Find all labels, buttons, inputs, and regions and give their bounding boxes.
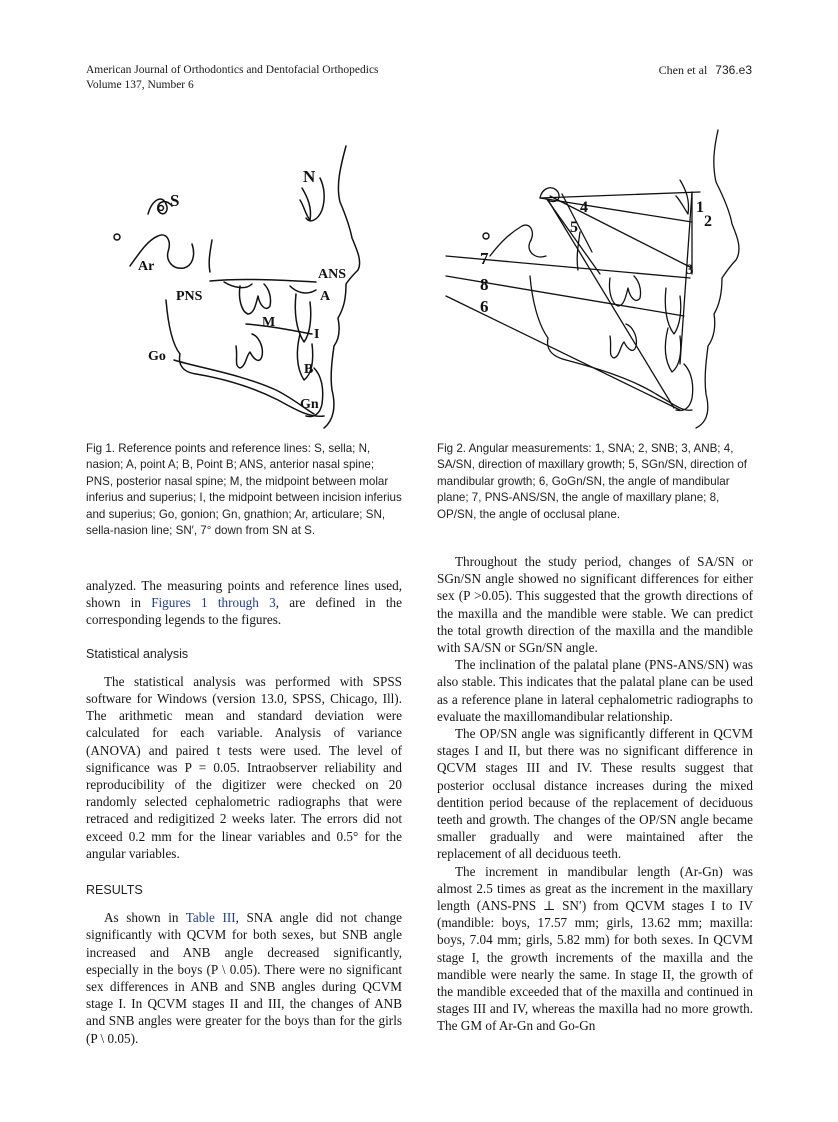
fig1-label-s: S bbox=[170, 191, 180, 210]
frontal-bone-contour bbox=[300, 188, 311, 220]
pterygoid-line bbox=[209, 240, 212, 272]
fig1-label-pns: PNS bbox=[176, 289, 203, 304]
chin-contour bbox=[676, 364, 693, 411]
page-number: 736.e3 bbox=[715, 63, 752, 77]
frontal-bone-contour bbox=[696, 130, 739, 428]
paragraph-growth-direction: Throughout the study period, changes of SA/SN or SGn/SN angle showed no significant differences for either sex (P >0.05). This suggested that the growth directions of the maxilla and the mandible were stable. We can predict the total growth direction of the maxilla and the mandible with SA/SN or SGn/SN angle. bbox=[437, 554, 753, 656]
left-column bbox=[86, 577, 402, 1047]
maxilla-contour bbox=[224, 282, 316, 293]
paragraph-analyzed bbox=[86, 577, 402, 629]
table-link[interactable]: Table III bbox=[185, 910, 236, 926]
fig1-label-go: Go bbox=[148, 349, 166, 364]
sella-point bbox=[159, 206, 164, 211]
fig1-label-m: M bbox=[262, 315, 276, 330]
lower-molar bbox=[610, 324, 636, 358]
paragraph-mandibular-length: The increment in mandibular length (Ar-Gn) was almost 2.5 times as great as the increment in the maxillary length (ANS-PNS ⊥ SN′) from QCVM stages I to IV (mandible: boys, 17.57 mm; girls, 13.62 mm; maxilla: boys, 7.04 mm; girls, 5.82 mm) for both sexes. In QCVM stage I, the growth increments of the maxilla and the mandible were nearly the same. In stage II, the growth of the mandible exceeded that of the maxilla and continued in stages III and IV, whereas the maxilla had no more growth. The GM of Ar-Gn and Go-Gn bbox=[437, 863, 753, 1034]
figure-2-caption: Fig 2. Angular measurements: 1, SNA; 2, SNB; 3, ANB; 4, SA/SN, direction of maxillary growth; 5, SGn/SN, direction of mandibular growth; 6, GoGn/SN, the angle of mandibular plane; 7, PNS-ANS/SN, the angle of maxillary plane; 8, OP/SN, the angle of occlusal plane. bbox=[437, 442, 747, 521]
fig1-label-ar: Ar bbox=[138, 259, 155, 274]
fig1-label-i: I bbox=[314, 327, 320, 342]
fig2-label-2: 2 bbox=[704, 213, 712, 230]
fig2-label-8: 8 bbox=[480, 275, 489, 294]
palatal-plane bbox=[210, 279, 316, 282]
porion-point bbox=[114, 234, 120, 240]
section-heading-results: RESULTS bbox=[86, 883, 143, 898]
text-run: , are defined in the corresponding legends to the figures. bbox=[86, 595, 402, 628]
running-header-right bbox=[659, 63, 752, 78]
section-heading-statistical-analysis: Statistical analysis bbox=[86, 646, 189, 661]
paragraph-statistics: The statistical analysis was performed with SPSS software for Windows (version 13.0, SPSS, Chicago, Ill). The arithmetic mean and standard deviation were calculated for each variable. Analysis of variance (ANOVA) and paired t tests were used. The level of significance was P = 0.05. Intraobserver reliability and reproducibility of the digitizer were checked on 20 randomly selected cephalometric radiographs that were retraced and redigitized 2 weeks later. The errors did not exceed 0.2 mm for the linear variables and 0.5° for the angular variables. bbox=[86, 673, 402, 861]
lower-incisor bbox=[665, 328, 680, 372]
author-label: Chen et al bbox=[658, 63, 708, 77]
journal-title: American Journal of Orthodontics and Dentofacial Orthopedics bbox=[86, 64, 379, 76]
figure-1 bbox=[100, 128, 400, 428]
figure-1-drawing bbox=[100, 128, 400, 428]
fig2-label-3: 3 bbox=[686, 262, 694, 278]
fig1-label-a: A bbox=[320, 289, 331, 304]
upper-incisor bbox=[295, 294, 310, 342]
fig1-label-gn: Gn bbox=[300, 397, 319, 412]
paragraph-results bbox=[86, 909, 402, 1047]
upper-molar bbox=[239, 284, 270, 314]
paragraph-palatal-plane: The inclination of the palatal plane (PNS-ANS/SN) was also stable. This indicates that the palatal plane can be used as a reference plane in lateral cephalometric radiographs to evaluate the maxillomandibular relationship. bbox=[437, 657, 753, 724]
upper-molar bbox=[609, 276, 640, 306]
text-run: As shown in bbox=[104, 910, 186, 926]
figure-1-caption: Fig 1. Reference points and reference lines: S, sella; N, nasion; A, point A; B, Point B; ANS, anterior nasal spine; PNS, posterior nasal spine; M, the midpoint between molar inferius and superius; I, the midpoint between incision inferius and superius; Go, gonion; Gn, gnathion; Ar, articulare; SN, sella-nasion line; SN′, 7° down from SN at S. bbox=[86, 442, 402, 538]
fig1-label-n: N bbox=[303, 167, 316, 186]
figure-2 bbox=[430, 128, 760, 428]
running-header-left bbox=[86, 63, 379, 93]
articulare-contour bbox=[490, 225, 546, 257]
paragraph-occlusal-plane: The OP/SN angle was significantly different in QCVM stages I and II, but there was no significant difference in QCVM stages III and IV. These results suggest that posterior occlusal distance increases during the mixed dentition period because of the replacement of deciduous teeth and growth. The changes of the OP/SN angle became smaller gradually and were maintained after the replacement of all deciduous teeth. bbox=[437, 726, 753, 862]
fig1-label-ans: ANS bbox=[318, 267, 347, 282]
figures-link[interactable]: Figures 1 through 3 bbox=[151, 595, 276, 611]
porion-point bbox=[483, 233, 489, 239]
text-run: , SNA angle did not change significantly with QCVM for both sexes, but SNB angle increased and ANB angle decreased significantly, especially in the boys (P \ 0.05). There were no significant sex differences in ANB and SNB angles during QCVM stage I. In QCVM stages II and III, the changes of ANB and SNB angles were greater for the boys than for the girls (P \ 0.05). bbox=[86, 910, 402, 1046]
journal-volume: Volume 137, Number 6 bbox=[86, 79, 194, 91]
fig2-label-6: 6 bbox=[480, 297, 489, 316]
occlusal-line bbox=[246, 324, 312, 334]
soft-tissue-profile bbox=[324, 146, 360, 428]
lower-molar bbox=[236, 334, 262, 368]
mandible-lower-border bbox=[174, 360, 314, 414]
sn-prime-line bbox=[540, 198, 692, 222]
upper-incisor bbox=[665, 288, 680, 334]
right-column bbox=[437, 553, 753, 1035]
fig2-label-5: 5 bbox=[570, 219, 578, 236]
text-run: analyzed. The measuring points and reference lines used, shown in bbox=[86, 578, 402, 611]
figure-2-drawing bbox=[430, 128, 760, 428]
fig1-label-b: B bbox=[304, 362, 314, 377]
fig2-label-4: 4 bbox=[580, 199, 588, 216]
fig2-label-7: 7 bbox=[480, 249, 489, 268]
nasal-bone-contour bbox=[676, 180, 689, 214]
fig2-label-1: 1 bbox=[696, 199, 704, 216]
